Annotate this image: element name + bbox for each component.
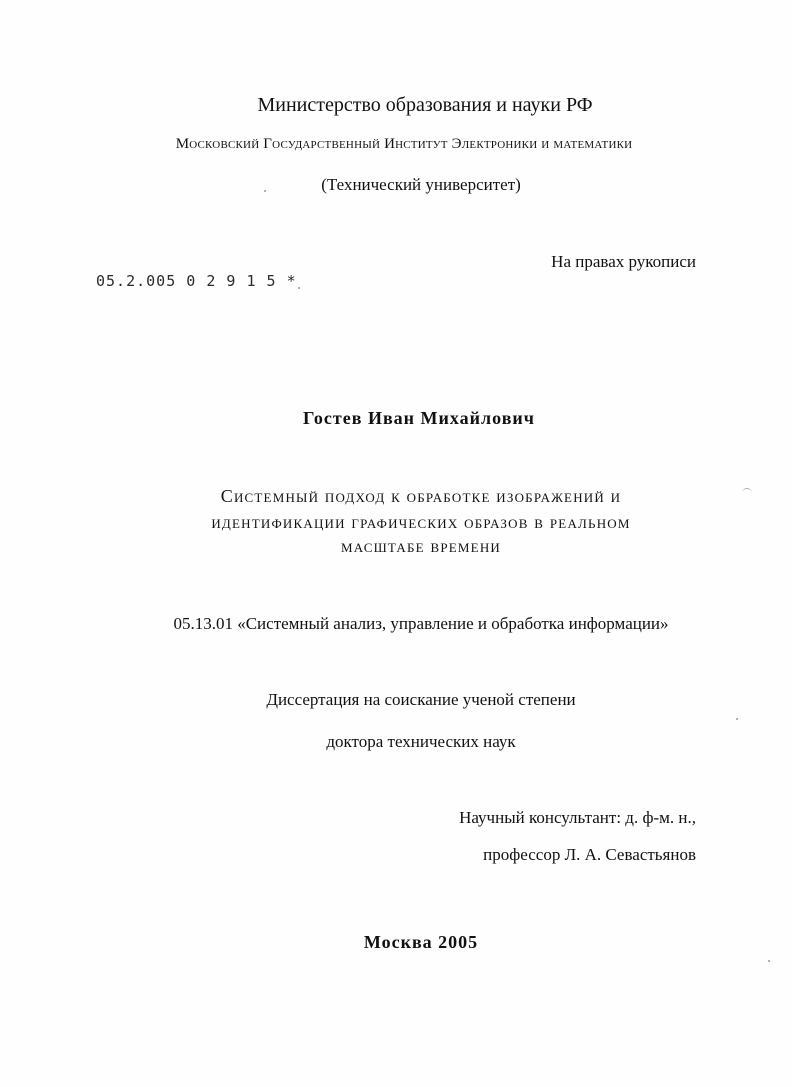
scan-speck: [264, 190, 266, 192]
ministry-heading: Министерство образования и науки РФ: [257, 94, 593, 116]
scan-speck: [736, 718, 738, 720]
scientific-consultant: Научный консультант: д. ф-м. н.,: [459, 808, 696, 827]
scan-artifact: [742, 488, 752, 495]
scan-speck: [298, 287, 300, 289]
author-name: Гостев Иван Михайлович: [303, 408, 535, 428]
thesis-title-line-2: идентификации графических образов в реальном: [211, 512, 631, 532]
scan-speck: [768, 960, 770, 962]
library-stamp: 05.2.005 0 2 9 1 5 *: [96, 272, 297, 290]
dissertation-type: Диссертация на соискание ученой степени: [266, 690, 576, 709]
degree-sought: доктора технических наук: [326, 732, 516, 751]
specialty-code: 05.13.01 «Системный анализ, управление и обработка информации»: [173, 614, 669, 633]
manuscript-rights-note: На правах рукописи: [551, 252, 696, 271]
consultant-name: профессор Л. А. Севастьянов: [483, 845, 696, 864]
university-heading: (Технический университет): [321, 175, 521, 194]
thesis-title-line-3: масштабе времени: [341, 536, 501, 556]
city-year: Москва 2005: [363, 932, 479, 952]
institute-heading: Московский Государственный Институт Электроники и математики: [175, 136, 633, 152]
thesis-title-line-1: Системный подход к обработке изображений и: [220, 486, 622, 506]
